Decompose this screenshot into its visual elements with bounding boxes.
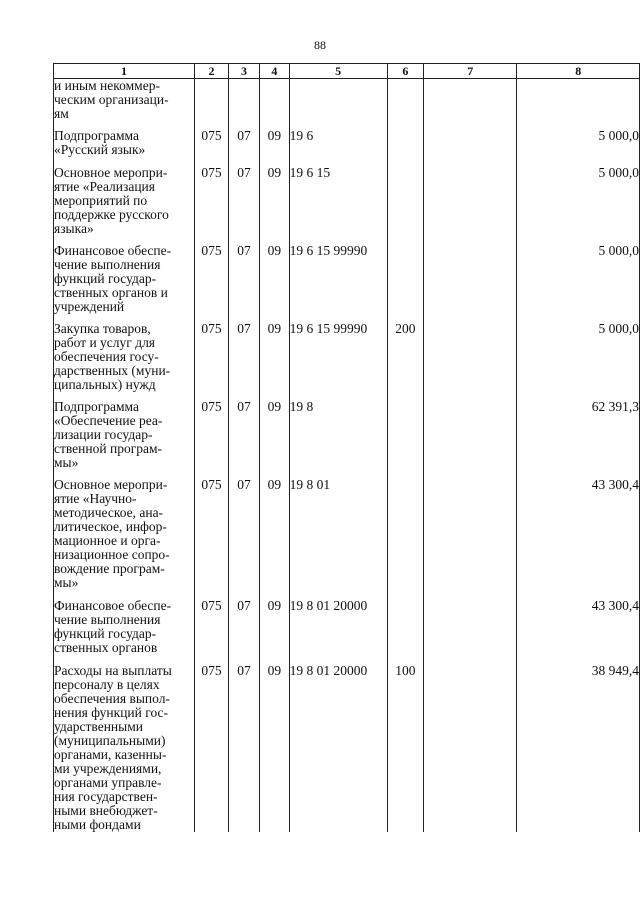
row-section-cell bbox=[228, 664, 259, 832]
row-amount-cell bbox=[517, 244, 640, 322]
row-target-article-text: 19 6 bbox=[289, 127, 314, 143]
row-section-cell bbox=[228, 129, 259, 166]
row-amount-text: 5 000,0 bbox=[598, 164, 639, 180]
row-subsection-text: 09 bbox=[267, 127, 282, 143]
row-amount-text: 5 000,0 bbox=[598, 127, 639, 143]
row-amount-cell bbox=[517, 166, 640, 244]
row-section-text: 07 bbox=[237, 164, 251, 180]
row-target-article-text: 19 6 15 99990 bbox=[289, 242, 368, 258]
row-name-cell bbox=[54, 322, 195, 400]
row-name-text: и иным некоммер- ческим организаци- ям bbox=[54, 78, 169, 121]
row-target-article-cell bbox=[289, 129, 387, 166]
row-section-text: 07 bbox=[237, 320, 251, 336]
row-section-text: 07 bbox=[237, 476, 251, 492]
row-subsection-text: 09 bbox=[267, 662, 282, 678]
row-admin-code-cell bbox=[195, 244, 229, 322]
row-subsection-cell bbox=[260, 79, 289, 129]
row-admin-code-text: 075 bbox=[201, 242, 222, 258]
row-admin-code-cell bbox=[195, 664, 229, 832]
row-amount-text: 5 000,0 bbox=[598, 320, 639, 336]
table-row bbox=[54, 664, 640, 832]
page-number: 88 bbox=[314, 38, 326, 52]
row-target-article-text: 19 8 01 20000 bbox=[289, 662, 368, 678]
table-row bbox=[54, 129, 640, 166]
table-header-row bbox=[54, 64, 640, 79]
row-expense-type-cell bbox=[387, 244, 423, 322]
row-col7-cell bbox=[424, 244, 517, 322]
row-subsection-cell bbox=[260, 478, 289, 599]
row-target-article-cell bbox=[289, 599, 387, 664]
row-amount-cell bbox=[517, 599, 640, 664]
row-amount-cell bbox=[517, 322, 640, 400]
row-admin-code-cell bbox=[195, 478, 229, 599]
row-subsection-cell bbox=[260, 244, 289, 322]
row-subsection-text: 09 bbox=[267, 476, 282, 492]
table-body bbox=[54, 79, 640, 832]
row-col7-cell bbox=[424, 599, 517, 664]
row-col7-cell bbox=[424, 400, 517, 478]
row-admin-code-cell bbox=[195, 129, 229, 166]
table-row bbox=[54, 244, 640, 322]
row-name-text: Основное меропри- ятие «Реализация мероприятий по поддержке русского языка» bbox=[54, 164, 169, 236]
table-row bbox=[54, 166, 640, 244]
row-target-article-text: 19 8 01 bbox=[289, 476, 331, 492]
col-header-4: 4 bbox=[260, 64, 289, 79]
row-subsection-text: 09 bbox=[267, 242, 282, 258]
row-section-text: 07 bbox=[237, 597, 251, 613]
table-row bbox=[54, 322, 640, 400]
row-subsection-cell bbox=[260, 129, 289, 166]
row-section-cell bbox=[228, 244, 259, 322]
row-name-cell bbox=[54, 664, 195, 832]
table-row bbox=[54, 478, 640, 599]
row-section-text: 07 bbox=[237, 127, 251, 143]
table-row bbox=[54, 79, 640, 129]
row-expense-type-cell bbox=[387, 400, 423, 478]
row-name-text: Финансовое обеспе- чение выполнения функций государ- ственных органов bbox=[54, 597, 172, 655]
row-amount-cell bbox=[517, 400, 640, 478]
table-row bbox=[54, 599, 640, 664]
row-name-cell bbox=[54, 166, 195, 244]
row-name-cell bbox=[54, 599, 195, 664]
row-name-cell bbox=[54, 478, 195, 599]
row-admin-code-cell bbox=[195, 166, 229, 244]
row-name-text: Подпрограмма «Обеспечение реа- лизации государ- ственной програм- мы» bbox=[54, 398, 163, 470]
row-col7-cell bbox=[424, 478, 517, 599]
row-amount-text: 43 300,4 bbox=[591, 476, 639, 492]
row-section-text: 07 bbox=[237, 242, 251, 258]
col-header-3: 3 bbox=[228, 64, 259, 79]
row-name-text: Закупка товаров, работ и услуг для обеспечения госу- дарственных (муни- ципальных) нужд bbox=[54, 320, 171, 392]
row-section-cell bbox=[228, 478, 259, 599]
row-admin-code-cell bbox=[195, 322, 229, 400]
row-target-article-text: 19 6 15 bbox=[289, 164, 331, 180]
row-name-text: Финансовое обеспе- чение выполнения функций государ- ственных органов и учреждений bbox=[54, 242, 172, 314]
table-row bbox=[54, 400, 640, 478]
row-subsection-text: 09 bbox=[267, 597, 282, 613]
row-target-article-cell bbox=[289, 79, 387, 129]
row-expense-type-cell bbox=[387, 166, 423, 244]
col-header-2: 2 bbox=[195, 64, 229, 79]
row-target-article-text: 19 8 bbox=[289, 398, 314, 414]
row-expense-type-cell bbox=[387, 599, 423, 664]
row-col7-cell bbox=[424, 664, 517, 832]
row-name-cell bbox=[54, 400, 195, 478]
row-target-article-cell bbox=[289, 166, 387, 244]
row-subsection-text: 09 bbox=[267, 164, 282, 180]
row-name-cell bbox=[54, 129, 195, 166]
row-amount-cell bbox=[517, 79, 640, 129]
row-target-article-cell bbox=[289, 664, 387, 832]
row-name-cell bbox=[54, 244, 195, 322]
row-admin-code-text: 075 bbox=[201, 662, 222, 678]
row-subsection-cell bbox=[260, 599, 289, 664]
col-header-5: 5 bbox=[289, 64, 387, 79]
row-admin-code-text: 075 bbox=[201, 164, 222, 180]
row-section-cell bbox=[228, 322, 259, 400]
row-target-article-text: 19 6 15 99990 bbox=[289, 320, 368, 336]
row-col7-cell bbox=[424, 322, 517, 400]
row-amount-cell bbox=[517, 129, 640, 166]
col-header-7: 7 bbox=[424, 64, 517, 79]
row-subsection-cell bbox=[260, 166, 289, 244]
row-subsection-cell bbox=[260, 400, 289, 478]
row-subsection-text: 09 bbox=[267, 398, 282, 414]
row-col7-cell bbox=[424, 79, 517, 129]
row-admin-code-cell bbox=[195, 79, 229, 129]
row-amount-text: 5 000,0 bbox=[598, 242, 639, 258]
row-amount-cell bbox=[517, 664, 640, 832]
row-name-text: Расходы на выплаты персоналу в целях обеспечения выпол- нения функций гос- ударственными (муниципальными) органами, казенны- ми учреждениями, органами управле- ния государствен- ными внебюджет- ными фондами bbox=[54, 662, 172, 832]
row-expense-type-text: 100 bbox=[395, 662, 416, 678]
row-section-cell bbox=[228, 599, 259, 664]
row-section-cell bbox=[228, 166, 259, 244]
row-subsection-cell bbox=[260, 664, 289, 832]
col-header-8: 8 bbox=[517, 64, 640, 79]
row-expense-type-cell bbox=[387, 79, 423, 129]
row-expense-type-cell bbox=[387, 129, 423, 166]
row-amount-text: 62 391,3 bbox=[591, 398, 639, 414]
row-section-cell bbox=[228, 400, 259, 478]
row-name-text: Подпрограмма «Русский язык» bbox=[54, 127, 146, 157]
row-target-article-cell bbox=[289, 400, 387, 478]
row-admin-code-text: 075 bbox=[201, 476, 222, 492]
row-section-text: 07 bbox=[237, 398, 251, 414]
row-amount-text: 38 949,4 bbox=[591, 662, 639, 678]
row-subsection-cell bbox=[260, 322, 289, 400]
row-target-article-cell bbox=[289, 244, 387, 322]
row-amount-cell bbox=[517, 478, 640, 599]
row-name-text: Основное меропри- ятие «Научно- методическое, ана- литическое, инфор- мационное и орга- низационное сопро- вождение програм- мы» bbox=[54, 476, 170, 590]
row-expense-type-cell bbox=[387, 322, 423, 400]
row-col7-cell bbox=[424, 166, 517, 244]
row-expense-type-cell bbox=[387, 478, 423, 599]
row-section-text: 07 bbox=[237, 662, 251, 678]
row-admin-code-cell bbox=[195, 400, 229, 478]
col-header-1: 1 bbox=[54, 64, 195, 79]
row-target-article-text: 19 8 01 20000 bbox=[289, 597, 368, 613]
row-target-article-cell bbox=[289, 478, 387, 599]
row-target-article-cell bbox=[289, 322, 387, 400]
budget-table bbox=[53, 63, 640, 832]
row-name-cell bbox=[54, 79, 195, 129]
row-section-cell bbox=[228, 79, 259, 129]
row-admin-code-text: 075 bbox=[201, 398, 222, 414]
row-subsection-text: 09 bbox=[267, 320, 282, 336]
row-admin-code-text: 075 bbox=[201, 127, 222, 143]
row-admin-code-cell bbox=[195, 599, 229, 664]
row-col7-cell bbox=[424, 129, 517, 166]
row-expense-type-cell bbox=[387, 664, 423, 832]
row-amount-text: 43 300,4 bbox=[591, 597, 639, 613]
col-header-6: 6 bbox=[387, 64, 423, 79]
row-admin-code-text: 075 bbox=[201, 597, 222, 613]
row-admin-code-text: 075 bbox=[201, 320, 222, 336]
row-expense-type-text: 200 bbox=[395, 320, 416, 336]
